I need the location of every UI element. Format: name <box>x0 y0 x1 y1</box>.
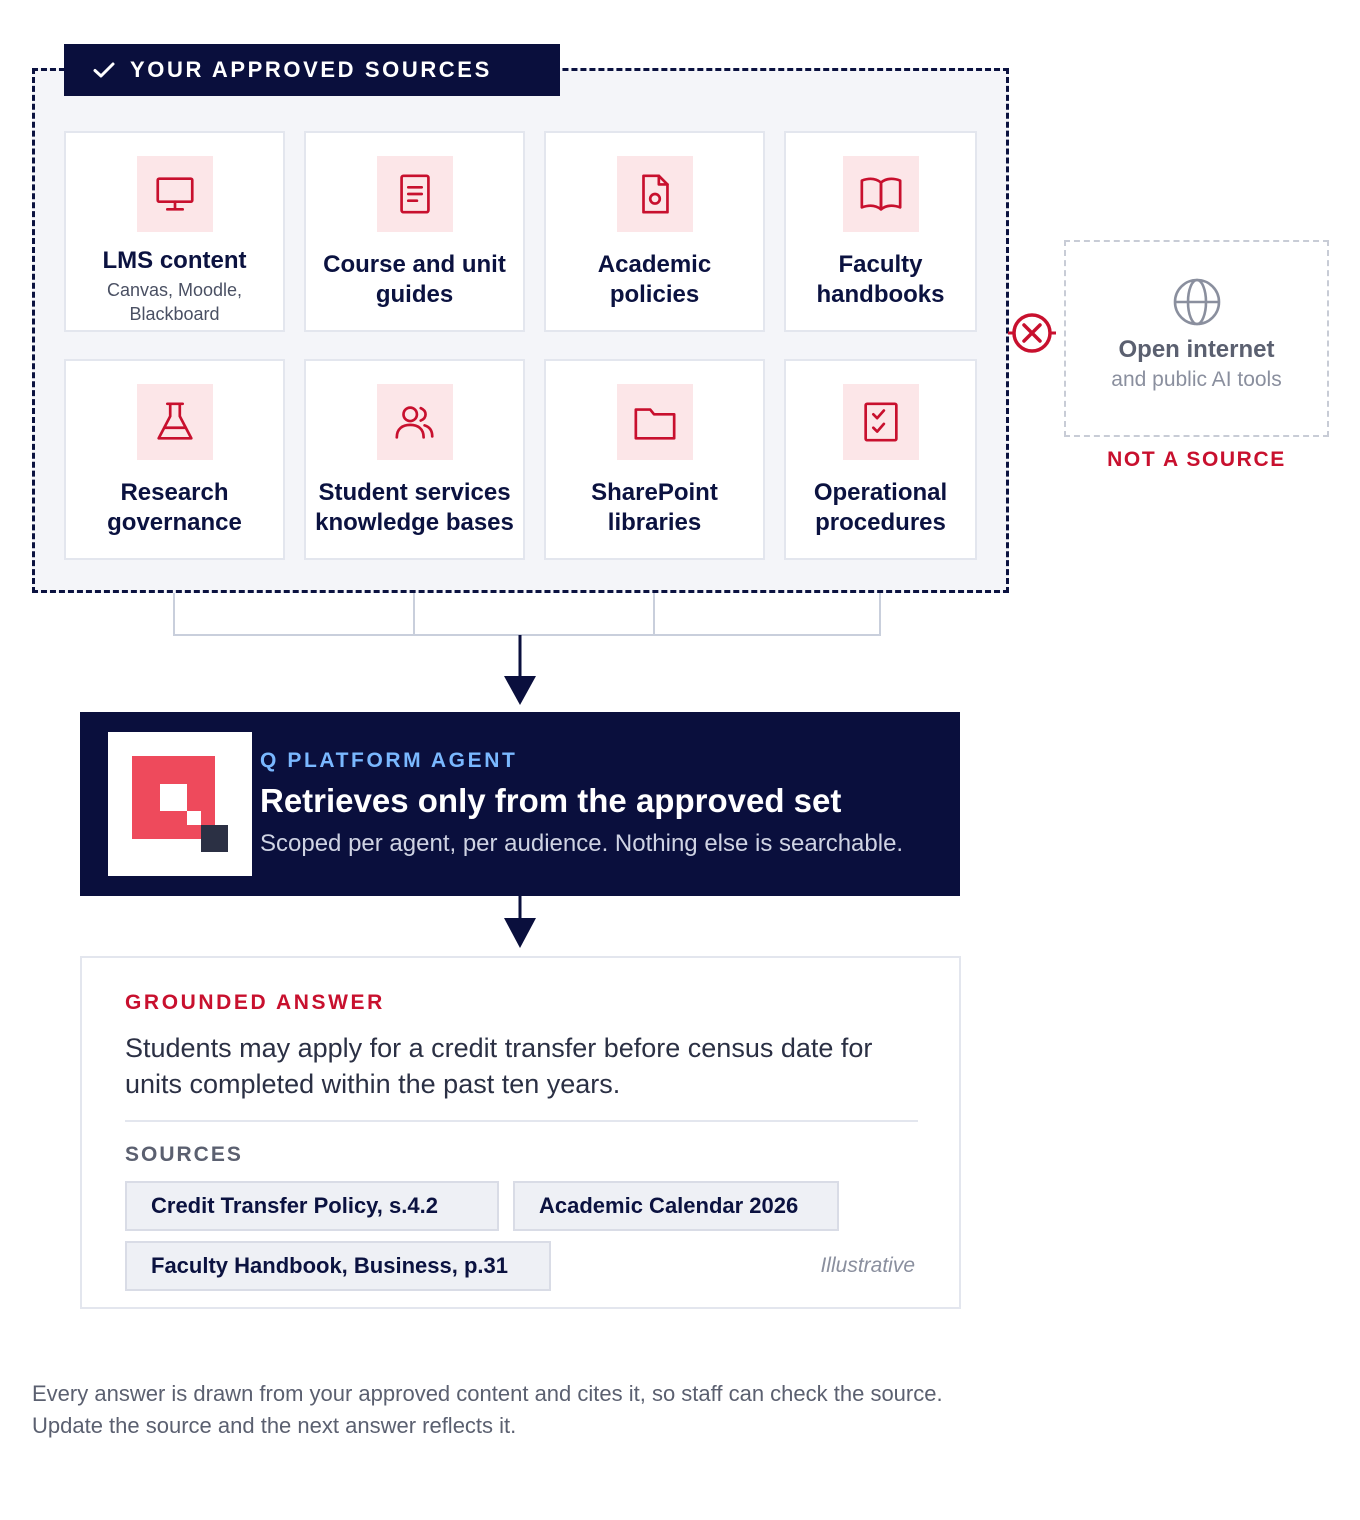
source-tile-academic-policies <box>544 131 765 332</box>
source-tile-course-guides <box>304 131 525 332</box>
source-chip[interactable]: Faculty Handbook, Business, p.31 <box>125 1241 551 1291</box>
footer-note: Every answer is drawn from your approved content and cites it, so staff can check the source. Update the source and the next answer reflects it. <box>32 1381 943 1438</box>
source-tile-label: Faculty handbooks <box>816 251 945 308</box>
down-arrow-to-answer <box>504 896 536 948</box>
approved-sources-title: YOUR APPROVED SOURCES <box>130 57 492 82</box>
agent-headline: Retrieves only from the approved set <box>260 782 842 819</box>
blocked-x-icon <box>1008 312 1056 354</box>
source-tile-label: LMS content <box>102 247 247 274</box>
q-platform-logo <box>108 732 252 876</box>
source-chip[interactable]: Credit Transfer Policy, s.4.2 <box>125 1181 499 1231</box>
source-tile-sharepoint <box>544 359 765 560</box>
approved-sources-header <box>64 44 560 96</box>
answer-text: Students may apply for a credit transfer before census date for units completed within the past ten years. <box>125 1033 873 1099</box>
source-chip[interactable]: Academic Calendar 2026 <box>513 1181 839 1231</box>
agent-eyebrow: Q PLATFORM AGENT <box>260 749 518 772</box>
agent-description: Scoped per agent, per audience. Nothing else is searchable. <box>260 830 904 857</box>
source-tile-operational-procedures <box>784 359 977 560</box>
open-internet-title: Open internet <box>1118 336 1275 363</box>
source-tile-research-governance <box>64 359 285 560</box>
source-tile-label: Operational procedures <box>813 479 948 536</box>
open-internet-subtitle: and public AI tools <box>1111 368 1282 391</box>
policy-document-icon <box>632 171 678 217</box>
illustrative-note: Illustrative <box>820 1254 915 1277</box>
down-arrow-to-agent <box>504 635 536 705</box>
source-tile-sublabel: Canvas, Moodle, Blackboard <box>106 280 243 324</box>
source-tile-faculty-handbooks <box>784 131 977 332</box>
open-internet-box <box>1064 240 1329 437</box>
sources-label: SOURCES <box>125 1143 243 1166</box>
source-tile-label: Student services knowledge bases <box>315 479 514 536</box>
checklist-icon <box>858 399 904 445</box>
source-tile-label: Academic policies <box>597 251 712 308</box>
source-tile-student-services <box>304 359 525 560</box>
monitor-icon <box>152 171 198 217</box>
source-tile-lms-content <box>64 131 285 332</box>
source-tile-label: Research governance <box>107 479 242 536</box>
not-a-source-label: NOT A SOURCE <box>1107 448 1286 471</box>
check-icon <box>92 58 116 82</box>
book-icon <box>858 171 904 217</box>
document-icon <box>392 171 438 217</box>
q-platform-agent-panel <box>80 712 960 896</box>
users-icon <box>392 399 438 445</box>
source-tile-label: SharePoint libraries <box>591 479 718 536</box>
grounded-answer-card <box>80 956 961 1309</box>
globe-icon <box>1171 276 1223 328</box>
tile-connector-lines <box>174 593 880 635</box>
answer-divider <box>125 1120 918 1122</box>
flask-icon <box>152 399 198 445</box>
answer-eyebrow: GROUNDED ANSWER <box>125 991 385 1014</box>
source-tile-label: Course and unit guides <box>323 251 506 308</box>
folder-icon <box>632 399 678 445</box>
